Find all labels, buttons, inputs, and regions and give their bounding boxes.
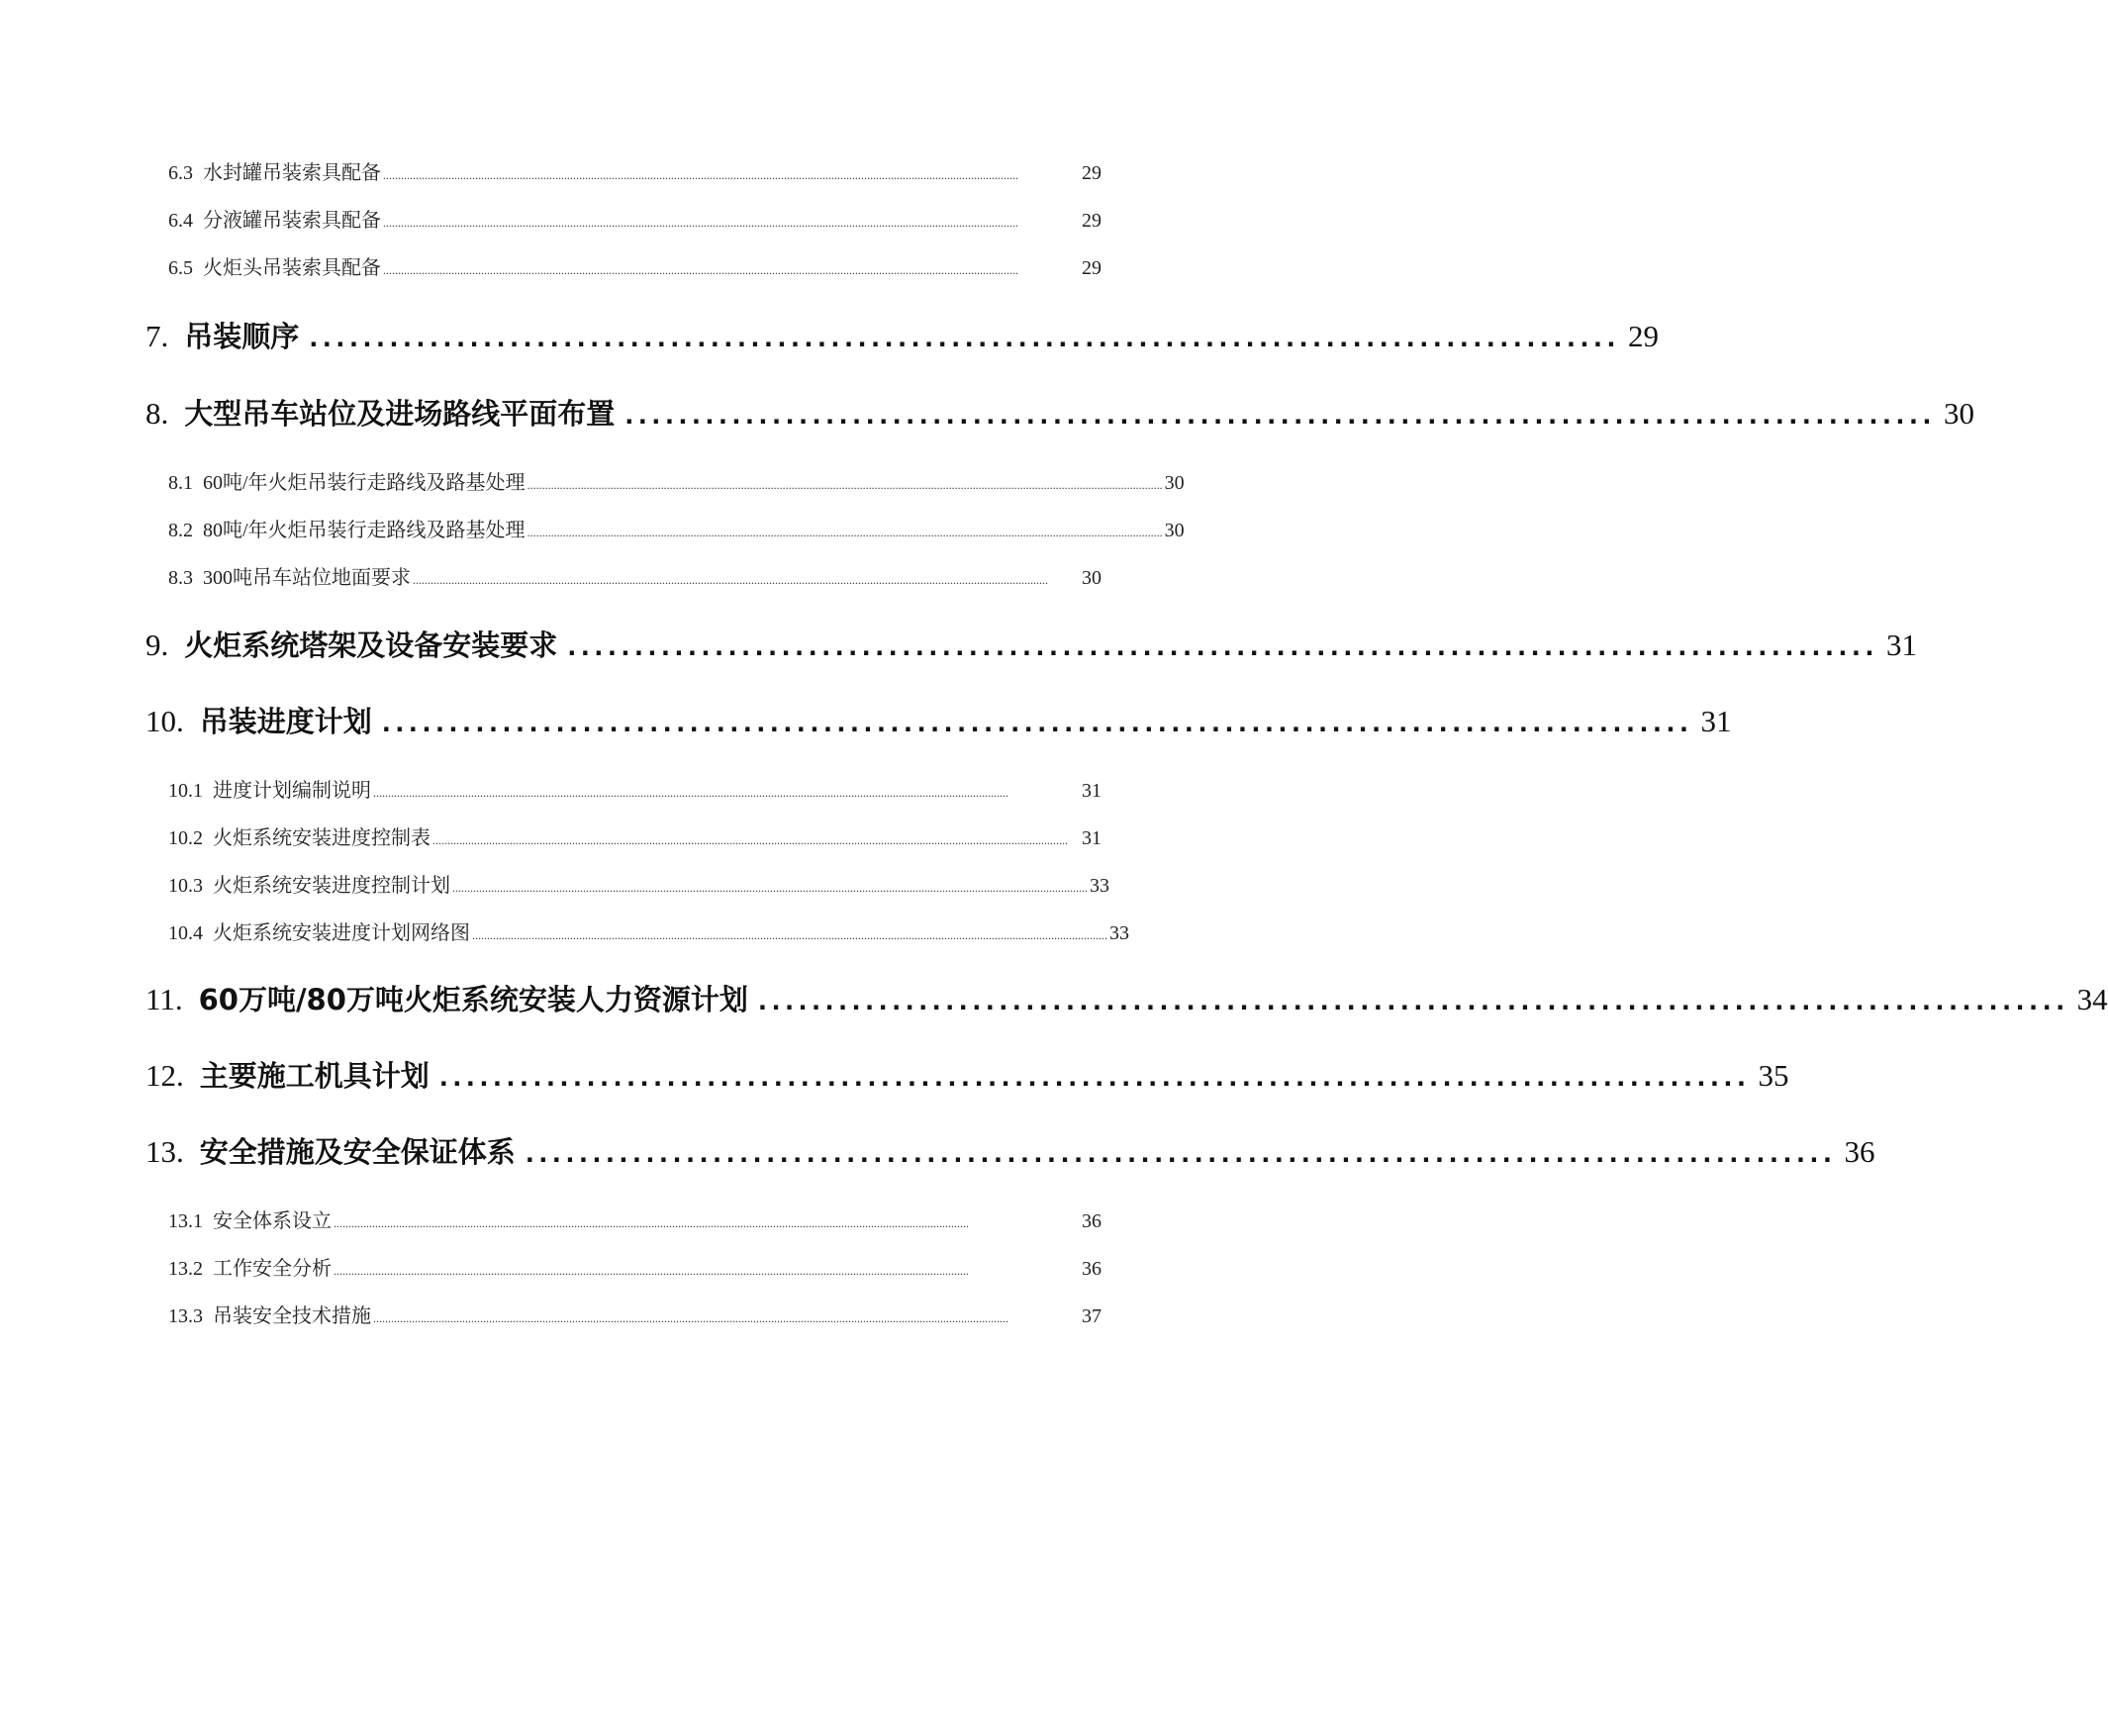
entry-page: 33 xyxy=(1090,875,1109,897)
toc-entry-8-3[interactable] xyxy=(168,561,1102,590)
entry-page: 36 xyxy=(1082,1258,1102,1280)
toc-entry-13-1[interactable] xyxy=(168,1205,1102,1233)
dot-leader: .................................................................................................. xyxy=(525,1140,1837,1168)
entry-number: 13.3 xyxy=(168,1305,203,1327)
entry-page: 36 xyxy=(1844,1134,1875,1169)
toc-entry-10-2[interactable] xyxy=(168,821,1102,850)
dot-leader: .................................................................................................. xyxy=(567,633,1878,661)
dot-leader: .................................................................................................. xyxy=(309,325,1620,352)
entry-title: 安全措施及安全保证体系 xyxy=(199,1135,516,1169)
entry-title: 火炬系统安装进度控制表 xyxy=(213,827,431,849)
entry-page: 30 xyxy=(1164,472,1185,494)
entry-title: 80吨/年火炬吊装行走路线及路基处理 xyxy=(203,520,526,541)
entry-title: 火炬系统安装进度控制计划 xyxy=(213,875,450,897)
entry-number: 10.2 xyxy=(168,827,203,849)
entry-number: 13. xyxy=(145,1134,184,1169)
dot-leader: .................................................................................................. xyxy=(624,402,1936,430)
entry-number: 13.1 xyxy=(168,1210,203,1232)
entry-title: 进度计划编制说明 xyxy=(213,780,371,802)
entry-title: 水封罐吊装索具配备 xyxy=(203,162,381,184)
toc-entry-10-1[interactable] xyxy=(168,774,1102,803)
entry-title: 60吨/年火炬吊装行走路线及路基处理 xyxy=(203,472,526,494)
toc-entry-8-1[interactable] xyxy=(168,466,1185,495)
entry-title: 火炬系统塔架及设备安装要求 xyxy=(184,628,558,662)
entry-title: 安全体系设立 xyxy=(213,1210,332,1232)
toc-entry-13-3[interactable] xyxy=(168,1300,1102,1328)
toc-entry-6-5[interactable] xyxy=(168,251,1102,280)
dot-leader: ...................................................................................................................................................................................................................... xyxy=(383,216,1018,230)
entry-title: 300吨吊车站位地面要求 xyxy=(203,567,411,589)
toc-entry-6-4[interactable] xyxy=(168,204,1102,233)
dot-leader: ...................................................................................................................................................................................................................... xyxy=(383,168,1018,182)
entry-number: 8.1 xyxy=(168,472,193,494)
toc-entry-11[interactable] xyxy=(145,978,2108,1018)
entry-number: 7. xyxy=(145,319,169,353)
dot-leader: .................................................................................................. xyxy=(438,1064,1751,1092)
toc-entry-6-3[interactable] xyxy=(168,156,1102,185)
entry-page: 36 xyxy=(1082,1210,1102,1232)
entry-title: 分液罐吊装索具配备 xyxy=(203,210,381,232)
entry-title: 吊装顺序 xyxy=(184,320,300,353)
entry-number: 8. xyxy=(145,396,169,431)
entry-page: 33 xyxy=(1109,922,1129,944)
dot-leader: ...................................................................................................................................................................................................................... xyxy=(432,833,1068,847)
entry-page: 29 xyxy=(1627,319,1659,353)
dot-leader: ...................................................................................................................................................................................................................... xyxy=(452,881,1088,895)
entry-page: 29 xyxy=(1082,162,1102,184)
entry-title: 工作安全分析 xyxy=(213,1258,332,1280)
entry-page: 29 xyxy=(1082,257,1102,279)
entry-title: 60万吨/80万吨火炬系统安装人力资源计划 xyxy=(198,983,748,1016)
entry-page: 30 xyxy=(1082,567,1102,589)
entry-page: 31 xyxy=(1885,627,1917,662)
entry-page: 35 xyxy=(1758,1058,1789,1093)
entry-number: 9. xyxy=(145,627,169,662)
toc-entry-10[interactable] xyxy=(145,700,1732,740)
entry-number: 10.4 xyxy=(168,922,203,944)
entry-page: 34 xyxy=(2076,982,2108,1016)
dot-leader: ...................................................................................................................................................................................................................... xyxy=(527,526,1163,539)
toc-entry-8[interactable] xyxy=(145,392,1974,433)
entry-title: 吊装进度计划 xyxy=(199,705,372,738)
entry-number: 6.3 xyxy=(168,162,193,184)
dot-leader: .................................................................................................. xyxy=(381,710,1693,737)
toc-entry-10-3[interactable] xyxy=(168,869,1109,898)
toc-entry-9[interactable] xyxy=(145,624,1917,664)
entry-title: 火炬头吊装索具配备 xyxy=(203,257,381,279)
toc-entry-7[interactable] xyxy=(145,315,1659,355)
dot-leader: ...................................................................................................................................................................................................................... xyxy=(334,1216,969,1230)
entry-number: 8.3 xyxy=(168,567,193,589)
entry-title: 大型吊车站位及进场路线平面布置 xyxy=(184,397,616,431)
entry-page: 30 xyxy=(1943,396,1974,431)
entry-page: 30 xyxy=(1164,520,1185,541)
dot-leader: ...................................................................................................................................................................................................................... xyxy=(383,263,1018,277)
dot-leader: ...................................................................................................................................................................................................................... xyxy=(472,928,1107,942)
entry-number: 6.5 xyxy=(168,257,193,279)
dot-leader: ...................................................................................................................................................................................................................... xyxy=(413,573,1048,587)
dot-leader: .................................................................................................. xyxy=(757,988,2069,1015)
entry-number: 8.2 xyxy=(168,520,193,541)
entry-number: 10. xyxy=(145,704,184,738)
entry-number: 12. xyxy=(145,1058,184,1093)
entry-number: 6.4 xyxy=(168,210,193,232)
toc-entry-13-2[interactable] xyxy=(168,1252,1102,1281)
dot-leader: ...................................................................................................................................................................................................................... xyxy=(373,1311,1008,1325)
entry-number: 10.1 xyxy=(168,780,203,802)
dot-leader: ...................................................................................................................................................................................................................... xyxy=(527,478,1163,492)
entry-number: 13.2 xyxy=(168,1258,203,1280)
entry-page: 31 xyxy=(1700,704,1732,738)
entry-title: 吊装安全技术措施 xyxy=(213,1305,371,1327)
entry-title: 火炬系统安装进度计划网络图 xyxy=(213,922,470,944)
entry-title: 主要施工机具计划 xyxy=(199,1059,430,1093)
dot-leader: ...................................................................................................................................................................................................................... xyxy=(334,1264,969,1278)
toc-entry-10-4[interactable] xyxy=(168,916,1129,945)
toc-entry-13[interactable] xyxy=(145,1130,1875,1171)
toc-entry-8-2[interactable] xyxy=(168,514,1185,542)
entry-page: 31 xyxy=(1082,780,1102,802)
toc-entry-12[interactable] xyxy=(145,1054,1789,1095)
entry-page: 37 xyxy=(1082,1305,1102,1327)
entry-number: 11. xyxy=(145,982,183,1016)
entry-page: 31 xyxy=(1082,827,1102,849)
entry-number: 10.3 xyxy=(168,875,203,897)
entry-page: 29 xyxy=(1082,210,1102,232)
dot-leader: ...................................................................................................................................................................................................................... xyxy=(373,786,1008,800)
